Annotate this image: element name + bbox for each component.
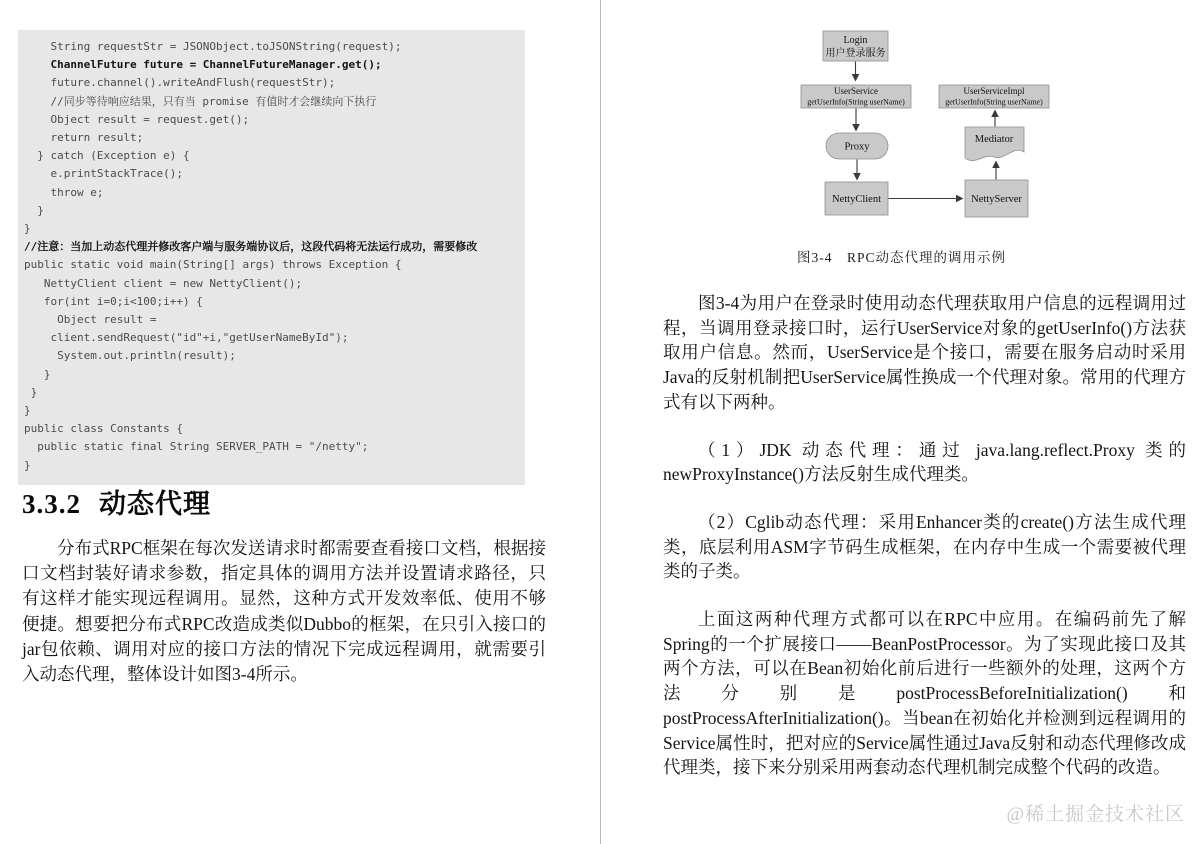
- code-line: Object result = request.get();: [24, 112, 250, 126]
- code-line: e.printStackTrace();: [24, 167, 183, 181]
- right-body-text: [663, 291, 1186, 803]
- code-line: //同步等待响应结果，只有当 promise 有值时才会继续向下执行: [24, 94, 377, 108]
- left-body-paragraph: 分布式RPC框架在每次发送请求时都需要查看接口文档，根据接口文档封装好请求参数，指定具体的调用方法并设置请求路径，只有这样才能实现远程调用。显然，这种方式开发效率低、使用不够便捷。想要把分布式RPC改造成类似Dubbo的框架，在只引入接口的jar包依赖、调用对应的接口方法的情况下完成远程调用，就需要引入动态代理，整体设计如图3-4所示。: [22, 538, 546, 685]
- paragraph-jdk-proxy: （1）JDK 动态代理：通过 java.lang.reflect.Proxy 类的newProxyInstance()方法反射生成代理类。: [663, 439, 1186, 485]
- code-line: NettyClient client = new NettyClient();: [24, 276, 303, 290]
- paragraph-cglib-proxy: （2）Cglib动态代理：采用Enhancer类的create()方法生成代理类，底层利用ASM字节码生成框架，在内存中生成一个需要被代理类的子类。: [663, 511, 1186, 582]
- login-node-subtitle: 用户登录服务: [825, 48, 886, 59]
- code-line: Object result =: [24, 313, 157, 327]
- code-line: }: [24, 367, 51, 381]
- code-line: }: [24, 458, 31, 472]
- right-page: [601, 0, 1202, 844]
- code-line: client.sendRequest("id"+i,"getUserNameById");: [24, 331, 349, 345]
- userserviceimpl-node-subtitle: getUserInfo(String userName): [945, 97, 1043, 107]
- userserviceimpl-node-title: UserServiceImpl: [963, 86, 1025, 96]
- code-line: }: [24, 385, 38, 399]
- code-line: } catch (Exception e) {: [24, 149, 190, 163]
- code-line: public static void main(String[] args) throws Exception {: [24, 258, 402, 272]
- code-line: }: [24, 222, 31, 236]
- code-line: }: [24, 404, 31, 418]
- code-line: String requestStr = JSONObject.toJSONString(request);: [24, 40, 402, 53]
- mediator-node-label: Mediator: [974, 134, 1014, 145]
- code-line: public class Constants {: [24, 422, 183, 436]
- code-line: public static final String SERVER_PATH = "/netty";: [24, 440, 369, 454]
- paragraph-figure-description: 图3-4为用户在登录时使用动态代理获取用户信息的远程调用过程，当调用登录接口时，运行UserService对象的getUserInfo()方法获取用户信息。然而，UserService是个接口，需要在服务启动时采用Java的反射机制把UserService属性换成一个代理对象。常用的代理方式有以下两种。: [663, 293, 1186, 412]
- figure-caption: 图3-4 RPC动态代理的调用示例: [796, 250, 1006, 265]
- paragraph-spring-beanpostprocessor: 上面这两种代理方式都可以在RPC中应用。在编码前先了解Spring的一个扩展接口——BeanPostProcessor。为了实现此接口及其两个方法，可以在Bean初始化前后进行一些额外的处理，这两个方法分别是postProcessBeforeInitialization()和postProcessAfterInitialization()。当bean在初始化并检测到远程调用的Service属性时，把对应的Service属性通过Java反射和动态代理修改成代理类，接下来分别采用两套动态代理机制完成整个代码的改造。: [663, 609, 1186, 778]
- code-line: for(int i=0;i<100;i++) {: [24, 294, 203, 308]
- left-page: [0, 0, 600, 844]
- proxy-node-label: Proxy: [844, 141, 870, 153]
- nettyclient-node-label: NettyClient: [832, 194, 881, 205]
- code-line: ChannelFuture future = ChannelFutureManager.get();: [24, 58, 382, 72]
- userservice-node-subtitle: getUserInfo(String userName): [807, 97, 905, 107]
- code-line: System.out.println(result);: [24, 349, 236, 363]
- code-line: //注意：当加上动态代理并修改客户端与服务端协议后，这段代码将无法运行成功，需要修改: [24, 240, 478, 254]
- section-title: 动态代理: [99, 489, 211, 519]
- rpc-proxy-diagram: [781, 18, 1081, 233]
- section-heading: [22, 482, 211, 521]
- section-number: 3.3.2: [22, 489, 81, 519]
- code-block: [18, 30, 525, 485]
- watermark: @稀土掘金技术社区: [1006, 804, 1185, 825]
- login-node-title: Login: [843, 35, 868, 46]
- code-line: throw e;: [24, 185, 104, 199]
- nettyserver-node-label: NettyServer: [971, 194, 1022, 205]
- code-line: future.channel().writeAndFlush(requestStr);: [24, 76, 336, 90]
- code-line: }: [24, 203, 44, 217]
- userservice-node-title: UserService: [834, 86, 878, 96]
- code-line: return result;: [24, 131, 144, 145]
